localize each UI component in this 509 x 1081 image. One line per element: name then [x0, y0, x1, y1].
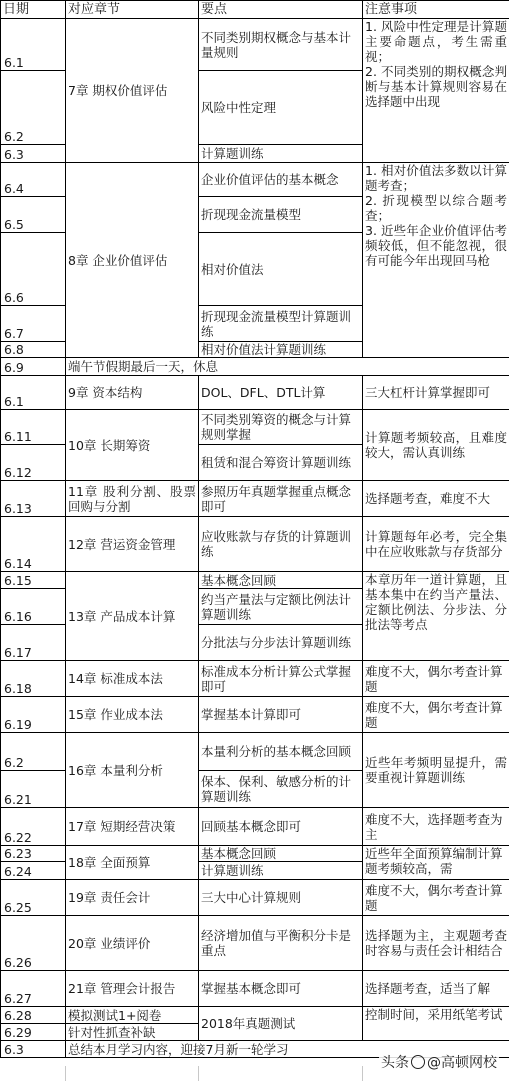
point-cell: 相对价值法计算题训练 — [199, 342, 363, 358]
point-cell: 三大中心计算规则 — [199, 880, 363, 916]
point-cell: DOL、DFL、DTL计算 — [199, 376, 363, 410]
date-cell: 6.6 — [1, 233, 66, 306]
chapter-cell: 14章 标准成本法 — [66, 661, 199, 697]
date-cell: 6.29 — [1, 1024, 66, 1041]
date-cell: 6.25 — [1, 880, 66, 916]
note-cell: 本章历年一道计算题，且基本集中在约当产量法、定额比例法、分步法、分批法等考点 — [363, 572, 509, 661]
gridline — [65, 1066, 66, 1081]
note-line: 2. 不同类别的期权概念判断与基本计算规则容易在选择题中出现 — [365, 64, 507, 109]
table-row — [1, 358, 509, 376]
table-row — [1, 846, 509, 862]
note-cell — [363, 19, 509, 163]
table-row — [1, 481, 509, 517]
point-cell: 租赁和混合筹资计算题训练 — [199, 445, 363, 481]
note-line: 1. 风险中性定理是计算题主要命题点，考生需重视； — [365, 19, 507, 64]
table-row — [1, 163, 509, 197]
chapter-cell: 17章 短期经营决策 — [66, 808, 199, 846]
point-cell: 基本概念回顾 — [199, 846, 363, 862]
table-row — [1, 971, 509, 1007]
note-cell: 难度不大，偶尔考查计算题 — [363, 661, 509, 697]
point-cell: 本量利分析的基本概念回顾 — [199, 733, 363, 771]
date-cell: 6.26 — [1, 916, 66, 971]
date-cell: 6.18 — [1, 661, 66, 697]
table-row — [1, 19, 509, 71]
note-cell: 选择题为主，主观题考查时容易与责任会计相结合 — [363, 916, 509, 971]
date-cell: 6.2 — [1, 733, 66, 771]
point-cell: 不同类别期权概念与基本计量规则 — [199, 19, 363, 71]
gridline — [198, 1066, 199, 1081]
note-cell: 难度不大，偶尔考查计算题 — [363, 880, 509, 916]
chapter-cell: 12章 营运资金管理 — [66, 517, 199, 572]
chapter-cell: 模拟测试1+阅卷 — [66, 1007, 199, 1024]
note-cell: 近些年全面预算编制计算题考频较高，需 — [363, 846, 509, 880]
point-cell: 经济增加值与平衡积分卡是重点 — [199, 916, 363, 971]
chapter-cell: 13章 产品成本计算 — [66, 572, 199, 661]
chapter-cell: 21章 管理会计报告 — [66, 971, 199, 1007]
date-cell: 6.7 — [1, 306, 66, 342]
table-row — [1, 517, 509, 572]
point-cell: 相对价值法 — [199, 233, 363, 306]
gridline — [362, 1066, 363, 1081]
point-cell: 应收账款与存货的计算题训练 — [199, 517, 363, 572]
table-row — [1, 572, 509, 589]
chapter-cell: 7章 期权价值评估 — [66, 19, 199, 163]
table-row — [1, 376, 509, 410]
chapter-cell: 18章 全面预算 — [66, 846, 199, 880]
chapter-cell: 针对性抓查补缺 — [66, 1024, 199, 1041]
chapter-cell: 9章 资本结构 — [66, 376, 199, 410]
watermark — [379, 1052, 499, 1072]
date-cell: 6.13 — [1, 481, 66, 517]
note-cell: 计算题每年必考，完全集中在应收账款与存货部分 — [363, 517, 509, 572]
point-cell: 2018年真题测试 — [199, 1007, 363, 1041]
merged-cell: 端午节假期最后一天，休息 — [66, 358, 509, 376]
chapter-cell: 10章 长期筹资 — [66, 410, 199, 481]
table-row — [1, 697, 509, 733]
chapter-cell: 8章 企业价值评估 — [66, 163, 199, 358]
date-cell: 6.17 — [1, 625, 66, 661]
date-cell: 6.19 — [1, 697, 66, 733]
date-cell: 6.3 — [1, 1041, 66, 1058]
table-row — [1, 916, 509, 971]
table-row — [1, 661, 509, 697]
date-cell: 6.3 — [1, 145, 66, 163]
chapter-cell: 15章 作业成本法 — [66, 697, 199, 733]
header-date: 日期 — [1, 1, 66, 19]
point-cell: 标准成本分析计算公式掌握即可 — [199, 661, 363, 697]
table-row — [1, 410, 509, 445]
date-cell: 6.23 — [1, 846, 66, 862]
table-row — [1, 733, 509, 771]
point-cell: 折现现金流量模型 — [199, 197, 363, 233]
date-cell: 6.1 — [1, 19, 66, 71]
chapter-cell: 11章 股利分割、股票回购与分割 — [66, 481, 199, 517]
point-cell: 不同类别筹资的概念与计算规则掌握 — [199, 410, 363, 445]
note-line: 1. 相对价值法多数以计算题考查； — [365, 163, 507, 193]
note-cell: 难度不大，选择题考查为主 — [363, 808, 509, 846]
date-cell: 6.12 — [1, 445, 66, 481]
table-row — [1, 1007, 509, 1024]
point-cell: 回顾基本概念即可 — [199, 808, 363, 846]
note-cell: 三大杠杆计算掌握即可 — [363, 376, 509, 410]
date-cell: 6.21 — [1, 771, 66, 808]
chapter-cell: 20章 业绩评价 — [66, 916, 199, 971]
note-cell: 选择题考查，难度不大 — [363, 481, 509, 517]
note-cell — [363, 163, 509, 358]
note-cell: 近些年考频明显提升，需要重视计算题训练 — [363, 733, 509, 808]
point-cell: 保本、保利、敏感分析的计算题训练 — [199, 771, 363, 808]
note-cell: 控制时间，采用纸笔考试 — [363, 1007, 509, 1041]
header-points: 要点 — [199, 1, 363, 19]
date-cell: 6.24 — [1, 862, 66, 880]
point-cell: 掌握基本计算即可 — [199, 697, 363, 733]
watermark-account: @高顿网校 — [427, 1055, 497, 1071]
table-header-row — [1, 1, 509, 19]
header-chapter: 对应章节 — [66, 1, 199, 19]
note-cell: 选择题考查，适当了解 — [363, 971, 509, 1007]
point-cell: 约当产量法与定额比例法计算题训练 — [199, 589, 363, 625]
header-notes: 注意事项 — [363, 1, 509, 19]
chapter-cell: 19章 责任会计 — [66, 880, 199, 916]
point-cell: 风险中性定理 — [199, 71, 363, 145]
point-cell: 参照历年真题掌握重点概念即可 — [199, 481, 363, 517]
note-cell: 计算题考频较高，且难度较大，需认真训练 — [363, 410, 509, 481]
point-cell: 计算题训练 — [199, 862, 363, 880]
table-row — [1, 880, 509, 916]
date-cell: 6.5 — [1, 197, 66, 233]
point-cell: 折现现金流量模型计算题训练 — [199, 306, 363, 342]
date-cell: 6.16 — [1, 589, 66, 625]
date-cell: 6.15 — [1, 572, 66, 589]
watermark-prefix: 头条 — [381, 1055, 409, 1071]
note-line: 2. 折现模型以综合题考查； — [365, 193, 507, 223]
point-cell: 计算题训练 — [199, 145, 363, 163]
date-cell: 6.28 — [1, 1007, 66, 1024]
note-cell: 难度不大，偶尔考查计算题 — [363, 697, 509, 733]
merged-cell: 总结本月学习内容，迎接7月新一轮学习 — [66, 1041, 509, 1058]
point-cell: 基本概念回顾 — [199, 572, 363, 589]
note-line: 3. 近些年企业价值评估考频较低，但不能忽视，很有可能今年出现回马枪 — [365, 223, 507, 268]
date-cell: 6.11 — [1, 410, 66, 445]
point-cell: 企业价值评估的基本概念 — [199, 163, 363, 197]
chapter-cell: 16章 本量利分析 — [66, 733, 199, 808]
table-row — [1, 808, 509, 846]
date-cell: 6.2 — [1, 71, 66, 145]
date-cell: 6.9 — [1, 358, 66, 376]
point-cell: 掌握基本概念即可 — [199, 971, 363, 1007]
brand-logo-icon — [411, 1055, 425, 1069]
date-cell: 6.14 — [1, 517, 66, 572]
date-cell: 6.8 — [1, 342, 66, 358]
date-cell: 6.22 — [1, 808, 66, 846]
date-cell: 6.4 — [1, 163, 66, 197]
date-cell: 6.1 — [1, 376, 66, 410]
point-cell: 分批法与分步法计算题训练 — [199, 625, 363, 661]
date-cell: 6.27 — [1, 971, 66, 1007]
